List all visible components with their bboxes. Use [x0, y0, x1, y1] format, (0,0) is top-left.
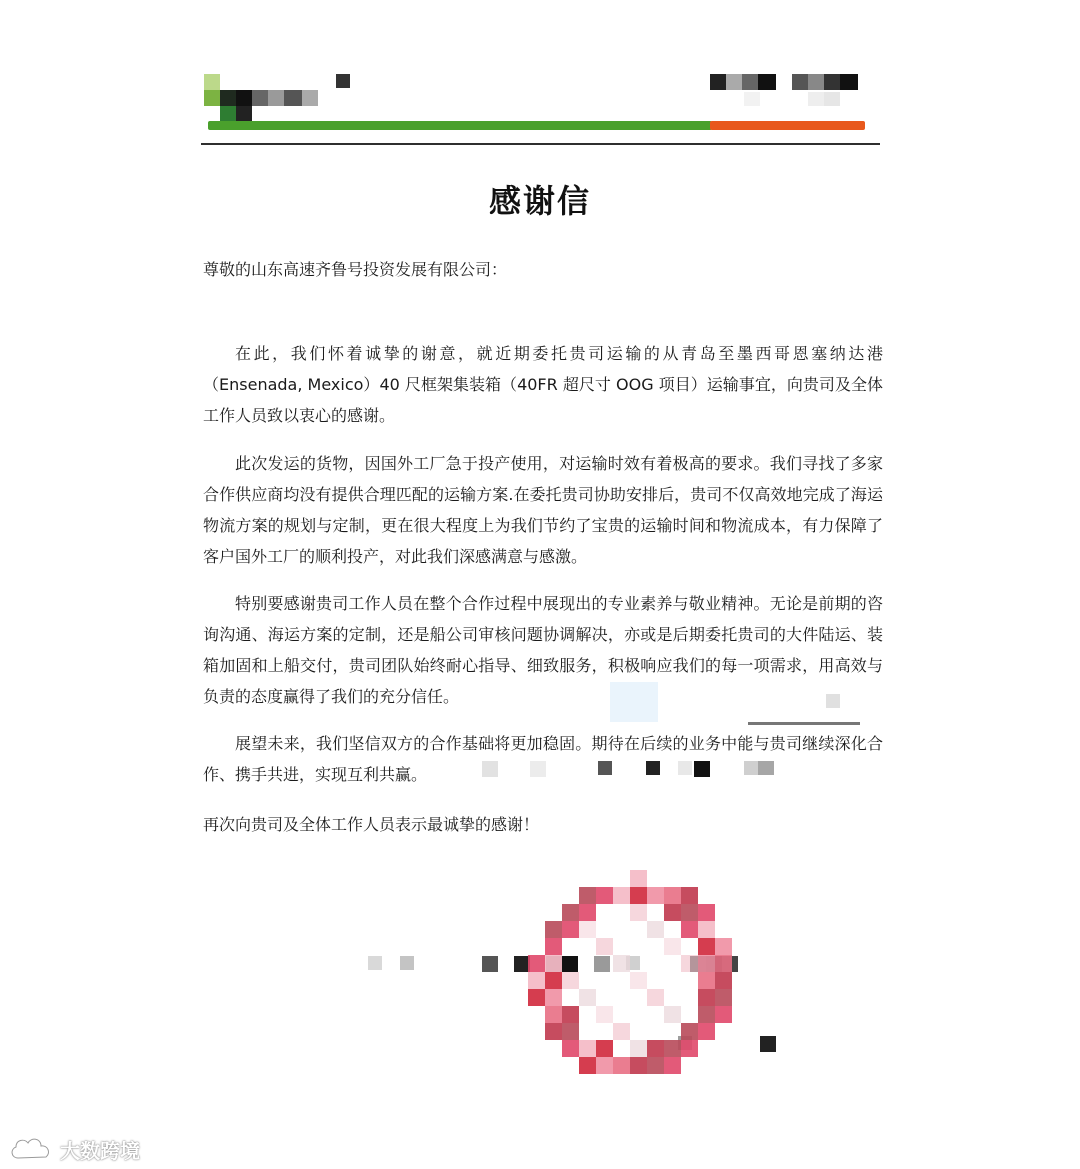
seal-pixel	[562, 1006, 579, 1023]
seal-pixel	[528, 972, 545, 989]
seal-pixel	[630, 1057, 647, 1074]
seal-pixel	[681, 1040, 698, 1057]
seal-pixel	[681, 1023, 698, 1040]
letterhead	[0, 0, 1080, 160]
seal-pixel	[579, 1040, 596, 1057]
seal-pixel	[664, 887, 681, 904]
seal-pixel	[579, 1057, 596, 1074]
seal-pixel	[545, 989, 562, 1006]
seal-pixel	[545, 938, 562, 955]
seal-pixel	[528, 989, 545, 1006]
seal-pixel	[715, 938, 732, 955]
letter-paragraph-4: 展望未来，我们坚信双方的合作基础将更加稳固。期待在后续的业务中能与贵司继续深化合作、携手共进，实现互利共赢。	[203, 734, 883, 784]
seal-pixel	[647, 989, 664, 1006]
seal-pixel	[715, 1006, 732, 1023]
seal-pixel	[664, 1040, 681, 1057]
seal-pixel	[698, 955, 715, 972]
seal-pixel	[545, 1006, 562, 1023]
letter-closing: 再次向贵司及全体工作人员表示最诚挚的感谢！	[203, 815, 540, 834]
company-seal	[528, 870, 738, 1085]
letter-paragraph-3: 特别要感谢贵司工作人员在整个合作过程中展现出的专业素养与敬业精神。无论是前期的咨询沟通、海运方案的定制，还是船公司审核问题协调解决，亦或是后期委托贵司的大件陆运、装箱加固和上船交付，贵司团队始终耐心指导、细致服务，积极响应我们的每一项需求，用高效与负责的态度赢得了我们的充分信任。	[203, 594, 883, 706]
seal-pixel	[698, 921, 715, 938]
seal-pixel	[647, 1040, 664, 1057]
seal-pixel	[681, 887, 698, 904]
seal-pixel	[596, 1006, 613, 1023]
seal-pixel	[579, 989, 596, 1006]
seal-pixel	[579, 921, 596, 938]
letter-title: 感谢信	[488, 182, 591, 220]
seal-pixel	[664, 1006, 681, 1023]
seal-pixel	[664, 904, 681, 921]
seal-pixel	[630, 904, 647, 921]
seal-pixel	[528, 955, 545, 972]
seal-pixel	[562, 1040, 579, 1057]
seal-pixel	[715, 989, 732, 1006]
seal-pixel	[613, 1023, 630, 1040]
seal-pixel	[596, 938, 613, 955]
seal-pixel	[630, 972, 647, 989]
seal-pixel	[596, 1057, 613, 1074]
seal-pixel	[545, 972, 562, 989]
seal-pixel	[545, 955, 562, 972]
seal-pixel	[715, 955, 732, 972]
seal-pixel	[715, 972, 732, 989]
letterhead-divider	[201, 143, 880, 145]
letterhead-orange-bar	[710, 121, 865, 130]
seal-pixel	[596, 887, 613, 904]
seal-pixel	[562, 904, 579, 921]
seal-pixel	[698, 938, 715, 955]
letter-salutation: 尊敬的山东高速齐鲁号投资发展有限公司：	[203, 260, 508, 279]
seal-pixel	[596, 1040, 613, 1057]
seal-pixel	[698, 904, 715, 921]
seal-pixel	[613, 887, 630, 904]
seal-pixel	[681, 921, 698, 938]
seal-pixel	[681, 955, 698, 972]
seal-pixel	[613, 1057, 630, 1074]
seal-pixel	[613, 955, 630, 972]
cloud-logo-icon	[8, 1134, 54, 1164]
seal-pixel	[647, 887, 664, 904]
seal-pixel	[698, 989, 715, 1006]
letter-paragraph-2: 此次发运的货物，因国外工厂急于投产使用，对运输时效有着极高的要求。我们寻找了多家合作供应商均没有提供合理匹配的运输方案.在委托贵司协助安排后，贵司不仅高效地完成了海运物流方案的规划与定制，更在很大程度上为我们节约了宝贵的运输时间和物流成本，有力保障了客户国外工厂的顺利投产，对此我们深感满意与感激。	[203, 454, 883, 566]
seal-pixel	[664, 938, 681, 955]
seal-pixel	[698, 972, 715, 989]
seal-pixel	[630, 1040, 647, 1057]
seal-pixel	[630, 887, 647, 904]
seal-pixel	[664, 1057, 681, 1074]
seal-pixel	[698, 1006, 715, 1023]
seal-pixel	[630, 870, 647, 887]
seal-pixel	[579, 904, 596, 921]
seal-pixel	[698, 1023, 715, 1040]
seal-pixel	[579, 887, 596, 904]
watermark	[8, 1133, 140, 1165]
seal-pixel	[681, 904, 698, 921]
seal-pixel	[647, 1057, 664, 1074]
watermark-text: 大数跨境	[60, 1138, 140, 1163]
seal-pixel	[545, 921, 562, 938]
letter-paragraph-1: 在此，我们怀着诚挚的谢意，就近期委托贵司运输的从青岛至墨西哥恩塞纳达港（Ensenada, Mexico）40 尺框架集装箱（40FR 超尺寸 OOG 项目）运输事宜，向贵司及全体工作人员致以衷心的感谢。	[203, 344, 883, 425]
letterhead-green-bar	[208, 121, 712, 130]
seal-pixel	[562, 972, 579, 989]
seal-pixel	[562, 921, 579, 938]
seal-pixel	[647, 921, 664, 938]
seal-pixel	[545, 1023, 562, 1040]
seal-pixel	[562, 1023, 579, 1040]
